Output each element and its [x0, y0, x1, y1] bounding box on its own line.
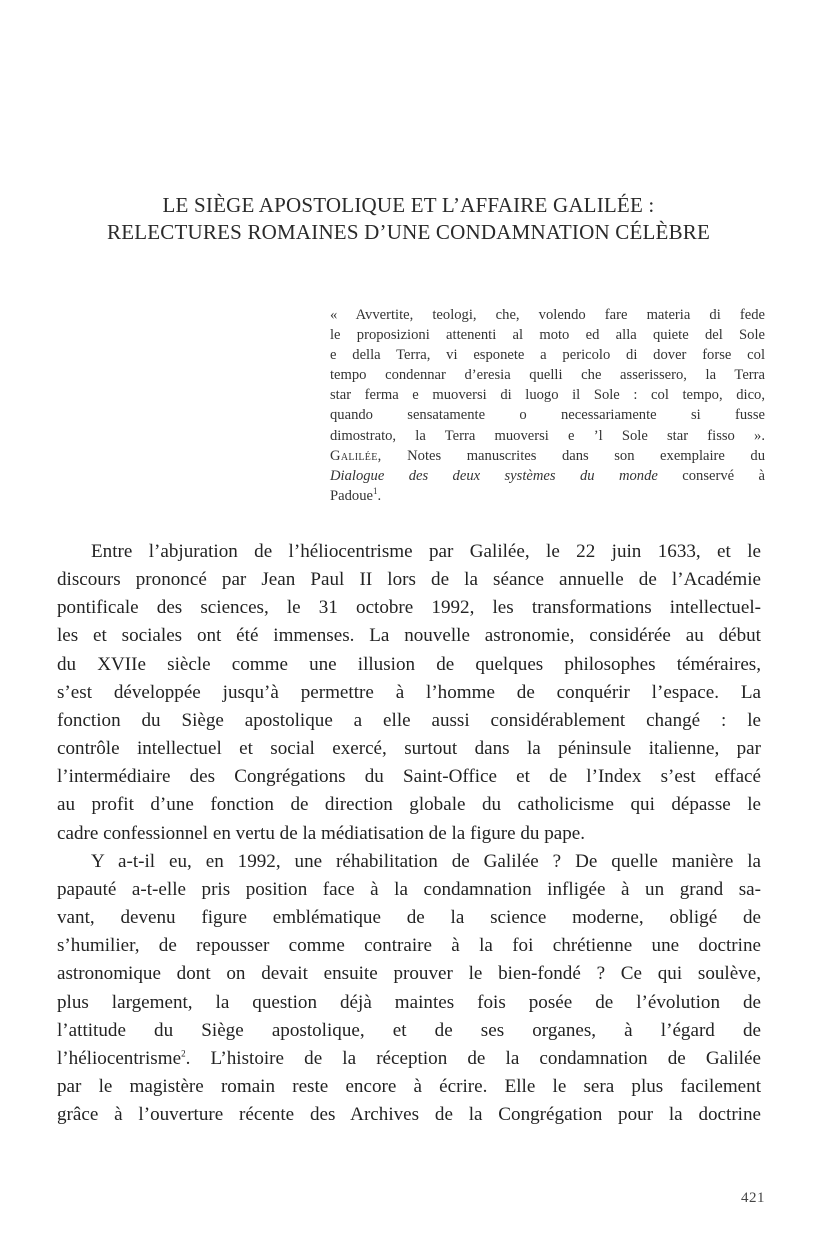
epigraph-line: « Avvertite, teologi, che, volendo fare materia di fede — [330, 307, 765, 323]
paragraph-line: l’intermédiaire des Congrégations du Saint-Office et de l’Index s’est effacé — [57, 766, 761, 788]
epigraph-source-title: Dialogue des deux systèmes du monde — [330, 467, 658, 484]
paragraph-line: du XVIIe siècle comme une illusion de quelques philosophes téméraires, — [57, 653, 761, 675]
paragraph-line: s’humilier, de repousser comme contraire à la foi chrétienne une doctrine — [57, 935, 761, 957]
epigraph-line: dimostrato, la Terra muoversi e ’l Sole star fisso ». — [330, 427, 765, 444]
paragraph-line: vant, devenu figure emblématique de la science moderne, obligé de — [57, 907, 761, 929]
paragraph-line: papauté a-t-elle pris position face à la condamnation infligée à un grand sa- — [57, 878, 761, 900]
paragraph-line: par le magistère romain reste encore à écrire. Elle le sera plus facilement — [57, 1075, 761, 1097]
paragraph-text: l’héliocentrisme — [57, 1047, 182, 1069]
footnote-ref[interactable]: 2 — [181, 1048, 186, 1059]
paragraph-line: astronomique dont on devait ensuite prouver le bien-fondé ? Ce qui soulève, — [57, 963, 761, 985]
epigraph-attribution-line-3 — [330, 486, 765, 506]
epigraph-source-rest: conservé à — [657, 467, 766, 484]
paragraph-line: l’attitude du Siège apostolique, et de ses organes, à l’égard de — [57, 1019, 761, 1041]
paragraph-line: au profit d’une fonction de direction globale du catholicisme qui dépasse le — [57, 794, 761, 816]
paragraph-line: cadre confessionnel en vertu de la médiatisation de la figure du pape. — [57, 822, 586, 844]
paragraph-line: les et sociales ont été immenses. La nouvelle astronomie, considérée au début — [57, 625, 761, 647]
epigraph-attribution-line-1 — [330, 446, 765, 466]
paragraph-line: s’est développée jusqu’à permettre à l’homme de conquérir l’espace. La — [57, 681, 761, 703]
body-text — [57, 538, 761, 1129]
epigraph-line: quando sensatamente o necessariamente si fusse — [330, 407, 765, 424]
paragraph-text: . L’histoire de la réception de la condamnation de Galilée — [185, 1047, 761, 1069]
epigraph-source-end: . — [377, 487, 382, 504]
chapter-title-line-1: LE SIÈGE APOSTOLIQUE ET L’AFFAIRE GALILÉE : — [162, 193, 655, 217]
paragraph-line: discours prononcé par Jean Paul II lors de la séance annuelle de l’Académie — [57, 569, 761, 591]
epigraph-source-text: Notes manuscrites dans son exemplaire du — [407, 447, 766, 464]
epigraph — [330, 305, 765, 506]
epigraph-line: tempo condennar d’eresia quelli che asserissero, la Terra — [330, 367, 765, 384]
paragraph-line: Entre l’abjuration de l’héliocentrisme par Galilée, le 22 juin 1633, et le — [91, 541, 761, 562]
page-number: 421 — [741, 1190, 765, 1206]
paragraph-line: plus largement, la question déjà maintes fois posée de l’évolution de — [57, 991, 761, 1013]
paragraph-line: contrôle intellectuel et social exercé, surtout dans la péninsule italienne, par — [57, 738, 761, 760]
footnote-ref[interactable]: 1 — [372, 485, 378, 496]
paragraph-line-with-footnote — [57, 1045, 761, 1073]
paragraph-line: pontificale des sciences, le 31 octobre 1992, les transformations intellectuel- — [57, 597, 761, 619]
epigraph-line: le proposizioni attenenti al moto ed alla quiete del Sole — [330, 327, 765, 344]
epigraph-author: Galilée, — [330, 447, 382, 464]
epigraph-attribution-line-2 — [330, 466, 765, 486]
paragraph-line: Y a-t-il eu, en 1992, une réhabilitation de Galilée ? De quelle manière la — [91, 850, 761, 872]
paragraph-line: grâce à l’ouverture récente des Archives de la Congrégation pour la doctrine — [57, 1104, 761, 1126]
epigraph-source-place: Padoue — [330, 487, 373, 504]
epigraph-line: e della Terra, vi esponete a pericolo di dover forse col — [330, 347, 765, 364]
paragraph-line: fonction du Siège apostolique a elle aussi considérablement changé : le — [57, 709, 761, 731]
chapter-title-line-2: RELECTURES ROMAINES D’UNE CONDAMNATION CÉLÈBRE — [106, 220, 711, 244]
epigraph-line: star ferma e muoversi di luogo il Sole : col tempo, dico, — [330, 387, 765, 404]
